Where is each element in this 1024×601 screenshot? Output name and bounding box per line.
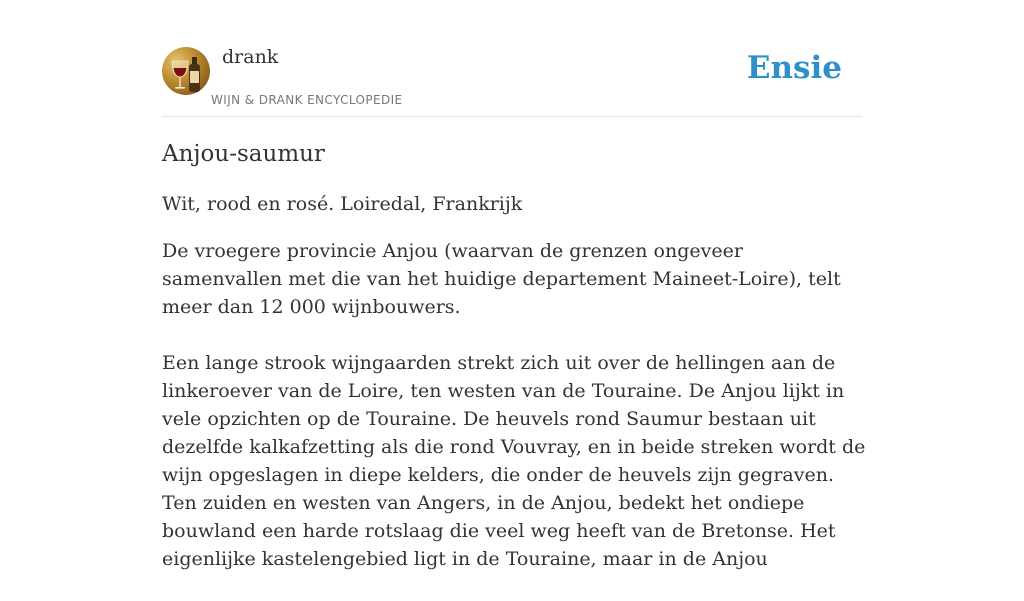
ensie-logo[interactable]: Ensie	[746, 50, 842, 86]
article-body	[162, 137, 866, 601]
site-header	[162, 0, 862, 117]
wine-glass-bottle-icon[interactable]	[162, 47, 210, 95]
encyclopedia-subtitle: WIJN & DRANK ENCYCLOPEDIE	[211, 93, 403, 107]
article-paragraph: Een lange strook wijngaarden strekt zich uit over de hellingen aan de linkeroever van de Loire, ten westen van de Touraine. De Anjou lijkt in vele opzichten op de Touraine. De heuvels rond Saumur bestaan uit dezelfde kalkafzetting als die rond Vouvray, en in beide streken wordt de wijn opgeslagen in diepe kelders, die onder de heuvels zijn gegraven. Ten zuiden en westen van Angers, in de Anjou, bedekt het ondiepe bouwland een harde rotslaag die veel weg heeft van de Bretonse. Het eigenlijke kastelengebied ligt in de Touraine, maar in de Anjou	[162, 352, 866, 570]
article-paragraph: De vroegere provincie Anjou (waarvan de grenzen ongeveer samenvallen met die van het huidige departement Maineet-Loire), telt meer dan 12 000 wijnbouwers.	[162, 240, 841, 318]
article-lead: Wit, rood en rosé. Loiredal, Frankrijk	[162, 193, 523, 215]
article-title: Anjou-saumur	[162, 141, 325, 167]
topic-link[interactable]: drank	[222, 46, 279, 68]
